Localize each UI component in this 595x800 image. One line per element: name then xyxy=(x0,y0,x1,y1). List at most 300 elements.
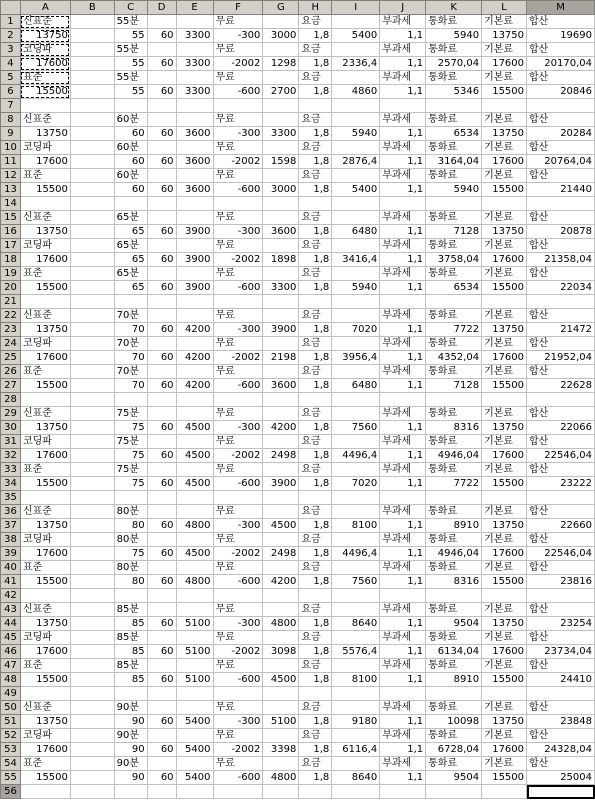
cell-g8[interactable] xyxy=(263,113,299,127)
cell-h7[interactable] xyxy=(299,99,332,113)
cell-g42[interactable] xyxy=(263,589,299,603)
row-header[interactable]: 53 xyxy=(1,743,21,757)
column-header-c[interactable]: C xyxy=(114,1,147,15)
cell-h17[interactable]: 요금 xyxy=(299,239,332,253)
cell-i38[interactable] xyxy=(332,533,380,547)
row-header[interactable]: 39 xyxy=(1,547,21,561)
cell-g14[interactable] xyxy=(263,197,299,211)
cell-e7[interactable] xyxy=(176,99,213,113)
cell-f19[interactable]: 무료 xyxy=(213,267,263,281)
cell-c24[interactable]: 70분 xyxy=(114,337,147,351)
cell-k7[interactable] xyxy=(426,99,482,113)
cell-m26[interactable]: 합산 xyxy=(527,365,595,379)
cell-k46[interactable]: 6134,04 xyxy=(426,645,482,659)
cell-l46[interactable]: 17600 xyxy=(482,645,527,659)
cell-e41[interactable]: 4800 xyxy=(176,575,213,589)
cell-j48[interactable]: 1,1 xyxy=(380,673,426,687)
cell-b54[interactable] xyxy=(70,757,114,771)
row-header[interactable]: 11 xyxy=(1,155,21,169)
cell-f33[interactable]: 무료 xyxy=(213,463,263,477)
cell-b9[interactable] xyxy=(70,127,114,141)
cell-k31[interactable]: 통화료 xyxy=(426,435,482,449)
cell-c55[interactable]: 90 xyxy=(114,771,147,785)
cell-g13[interactable]: 3000 xyxy=(263,183,299,197)
cell-a10[interactable]: 코딩파 xyxy=(20,141,70,155)
cell-j29[interactable]: 부과세 xyxy=(380,407,426,421)
cell-l55[interactable]: 15500 xyxy=(482,771,527,785)
cell-k2[interactable]: 5940 xyxy=(426,29,482,43)
cell-g52[interactable] xyxy=(263,729,299,743)
cell-a11[interactable]: 17600 xyxy=(20,155,70,169)
cell-c12[interactable]: 60분 xyxy=(114,169,147,183)
cell-i45[interactable] xyxy=(332,631,380,645)
cell-f16[interactable]: -300 xyxy=(213,225,263,239)
cell-i18[interactable]: 3416,4 xyxy=(332,253,380,267)
row-header[interactable]: 10 xyxy=(1,141,21,155)
cell-j52[interactable]: 부과세 xyxy=(380,729,426,743)
cell-i50[interactable] xyxy=(332,701,380,715)
cell-h8[interactable]: 요금 xyxy=(299,113,332,127)
cell-e10[interactable] xyxy=(176,141,213,155)
row-header[interactable]: 56 xyxy=(1,785,21,799)
cell-e3[interactable] xyxy=(176,43,213,57)
cell-j33[interactable]: 부과세 xyxy=(380,463,426,477)
cell-j5[interactable]: 부과세 xyxy=(380,71,426,85)
cell-h3[interactable]: 요금 xyxy=(299,43,332,57)
cell-f9[interactable]: -300 xyxy=(213,127,263,141)
cell-e53[interactable]: 5400 xyxy=(176,743,213,757)
cell-a22[interactable]: 신표준 xyxy=(20,309,70,323)
cell-a51[interactable]: 13750 xyxy=(20,715,70,729)
cell-j17[interactable]: 부과세 xyxy=(380,239,426,253)
row-header[interactable]: 42 xyxy=(1,589,21,603)
cell-k8[interactable]: 통화료 xyxy=(426,113,482,127)
row-header[interactable]: 54 xyxy=(1,757,21,771)
cell-l24[interactable]: 기본료 xyxy=(482,337,527,351)
cell-a42[interactable] xyxy=(20,589,70,603)
cell-a9[interactable]: 13750 xyxy=(20,127,70,141)
cell-h30[interactable]: 1,8 xyxy=(299,421,332,435)
cell-j12[interactable]: 부과세 xyxy=(380,169,426,183)
row-header[interactable]: 51 xyxy=(1,715,21,729)
cell-e54[interactable] xyxy=(176,757,213,771)
cell-f30[interactable]: -300 xyxy=(213,421,263,435)
cell-k16[interactable]: 7128 xyxy=(426,225,482,239)
cell-j54[interactable]: 부과세 xyxy=(380,757,426,771)
cell-i23[interactable]: 7020 xyxy=(332,323,380,337)
cell-l32[interactable]: 17600 xyxy=(482,449,527,463)
cell-l15[interactable]: 기본료 xyxy=(482,211,527,225)
cell-a39[interactable]: 17600 xyxy=(20,547,70,561)
cell-c39[interactable]: 75 xyxy=(114,547,147,561)
cell-d24[interactable] xyxy=(147,337,176,351)
cell-m49[interactable] xyxy=(527,687,595,701)
cell-l38[interactable]: 기본료 xyxy=(482,533,527,547)
cell-j14[interactable] xyxy=(380,197,426,211)
cell-e42[interactable] xyxy=(176,589,213,603)
row-header[interactable]: 19 xyxy=(1,267,21,281)
cell-g25[interactable]: 2198 xyxy=(263,351,299,365)
cell-g28[interactable] xyxy=(263,393,299,407)
cell-d47[interactable] xyxy=(147,659,176,673)
cell-e52[interactable] xyxy=(176,729,213,743)
cell-h42[interactable] xyxy=(299,589,332,603)
cell-m21[interactable] xyxy=(527,295,595,309)
cell-h2[interactable]: 1,8 xyxy=(299,29,332,43)
cell-e31[interactable] xyxy=(176,435,213,449)
cell-i7[interactable] xyxy=(332,99,380,113)
cell-d25[interactable]: 60 xyxy=(147,351,176,365)
cell-c15[interactable]: 65분 xyxy=(114,211,147,225)
cell-g2[interactable]: 3000 xyxy=(263,29,299,43)
cell-c4[interactable]: 55 xyxy=(114,57,147,71)
cell-k41[interactable]: 8316 xyxy=(426,575,482,589)
cell-g31[interactable] xyxy=(263,435,299,449)
cell-f34[interactable]: -600 xyxy=(213,477,263,491)
cell-c48[interactable]: 85 xyxy=(114,673,147,687)
cell-c32[interactable]: 75 xyxy=(114,449,147,463)
cell-f51[interactable]: -300 xyxy=(213,715,263,729)
cell-e5[interactable] xyxy=(176,71,213,85)
cell-g54[interactable] xyxy=(263,757,299,771)
cell-c22[interactable]: 70분 xyxy=(114,309,147,323)
row-header[interactable]: 48 xyxy=(1,673,21,687)
cell-k21[interactable] xyxy=(426,295,482,309)
cell-g23[interactable]: 3900 xyxy=(263,323,299,337)
row-header[interactable]: 6 xyxy=(1,85,21,99)
column-header-l[interactable]: L xyxy=(482,1,527,15)
cell-e28[interactable] xyxy=(176,393,213,407)
cell-h40[interactable]: 요금 xyxy=(299,561,332,575)
cell-d7[interactable] xyxy=(147,99,176,113)
cell-i31[interactable] xyxy=(332,435,380,449)
cell-i24[interactable] xyxy=(332,337,380,351)
cell-e17[interactable] xyxy=(176,239,213,253)
cell-k27[interactable]: 7128 xyxy=(426,379,482,393)
row-header[interactable]: 3 xyxy=(1,43,21,57)
cell-h19[interactable]: 요금 xyxy=(299,267,332,281)
cell-f10[interactable]: 무료 xyxy=(213,141,263,155)
cell-j41[interactable]: 1,1 xyxy=(380,575,426,589)
cell-l26[interactable]: 기본료 xyxy=(482,365,527,379)
cell-c56[interactable] xyxy=(114,785,147,799)
cell-e14[interactable] xyxy=(176,197,213,211)
cell-h38[interactable]: 요금 xyxy=(299,533,332,547)
cell-b45[interactable] xyxy=(70,631,114,645)
cell-m52[interactable]: 합산 xyxy=(527,729,595,743)
cell-d13[interactable]: 60 xyxy=(147,183,176,197)
cell-m38[interactable]: 합산 xyxy=(527,533,595,547)
cell-f21[interactable] xyxy=(213,295,263,309)
cell-d15[interactable] xyxy=(147,211,176,225)
cell-f55[interactable]: -600 xyxy=(213,771,263,785)
cell-k10[interactable]: 통화료 xyxy=(426,141,482,155)
cell-l37[interactable]: 13750 xyxy=(482,519,527,533)
cell-e27[interactable]: 4200 xyxy=(176,379,213,393)
cell-l42[interactable] xyxy=(482,589,527,603)
cell-d8[interactable] xyxy=(147,113,176,127)
cell-g53[interactable]: 3398 xyxy=(263,743,299,757)
cell-b46[interactable] xyxy=(70,645,114,659)
cell-m23[interactable]: 21472 xyxy=(527,323,595,337)
cell-f40[interactable]: 무료 xyxy=(213,561,263,575)
cell-f45[interactable]: 무료 xyxy=(213,631,263,645)
cell-k5[interactable]: 통화료 xyxy=(426,71,482,85)
cell-b52[interactable] xyxy=(70,729,114,743)
cell-d11[interactable]: 60 xyxy=(147,155,176,169)
row-header[interactable]: 40 xyxy=(1,561,21,575)
cell-c43[interactable]: 85분 xyxy=(114,603,147,617)
row-header[interactable]: 50 xyxy=(1,701,21,715)
cell-a46[interactable]: 17600 xyxy=(20,645,70,659)
row-header[interactable]: 33 xyxy=(1,463,21,477)
cell-l11[interactable]: 17600 xyxy=(482,155,527,169)
cell-j25[interactable]: 1,1 xyxy=(380,351,426,365)
cell-m29[interactable]: 합산 xyxy=(527,407,595,421)
cell-e22[interactable] xyxy=(176,309,213,323)
cell-d1[interactable] xyxy=(147,15,176,29)
row-header[interactable]: 36 xyxy=(1,505,21,519)
cell-h14[interactable] xyxy=(299,197,332,211)
cell-i16[interactable]: 6480 xyxy=(332,225,380,239)
cell-a7[interactable] xyxy=(20,99,70,113)
cell-k56[interactable] xyxy=(426,785,482,799)
cell-j10[interactable]: 부과세 xyxy=(380,141,426,155)
cell-c27[interactable]: 70 xyxy=(114,379,147,393)
cell-b39[interactable] xyxy=(70,547,114,561)
cell-k12[interactable]: 통화료 xyxy=(426,169,482,183)
cell-e32[interactable]: 4500 xyxy=(176,449,213,463)
cell-i44[interactable]: 8640 xyxy=(332,617,380,631)
cell-k39[interactable]: 4946,04 xyxy=(426,547,482,561)
cell-g15[interactable] xyxy=(263,211,299,225)
cell-k6[interactable]: 5346 xyxy=(426,85,482,99)
cell-a1[interactable]: 신표준 xyxy=(20,15,70,29)
cell-g41[interactable]: 4200 xyxy=(263,575,299,589)
cell-l54[interactable]: 기본료 xyxy=(482,757,527,771)
cell-k44[interactable]: 9504 xyxy=(426,617,482,631)
cell-m30[interactable]: 22066 xyxy=(527,421,595,435)
cell-l47[interactable]: 기본료 xyxy=(482,659,527,673)
cell-c52[interactable]: 90분 xyxy=(114,729,147,743)
cell-h34[interactable]: 1,8 xyxy=(299,477,332,491)
cell-d45[interactable] xyxy=(147,631,176,645)
cell-j34[interactable]: 1,1 xyxy=(380,477,426,491)
cell-f11[interactable]: -2002 xyxy=(213,155,263,169)
cell-k32[interactable]: 4946,04 xyxy=(426,449,482,463)
cell-l48[interactable]: 15500 xyxy=(482,673,527,687)
cell-j9[interactable]: 1,1 xyxy=(380,127,426,141)
cell-c3[interactable]: 55분 xyxy=(114,43,147,57)
cell-g56[interactable] xyxy=(263,785,299,799)
cell-c47[interactable]: 85분 xyxy=(114,659,147,673)
cell-b53[interactable] xyxy=(70,743,114,757)
cell-f42[interactable] xyxy=(213,589,263,603)
cell-l2[interactable]: 13750 xyxy=(482,29,527,43)
cell-i48[interactable]: 8100 xyxy=(332,673,380,687)
cell-h15[interactable]: 요금 xyxy=(299,211,332,225)
cell-b20[interactable] xyxy=(70,281,114,295)
cell-j24[interactable]: 부과세 xyxy=(380,337,426,351)
cell-k25[interactable]: 4352,04 xyxy=(426,351,482,365)
cell-a16[interactable]: 13750 xyxy=(20,225,70,239)
cell-e4[interactable]: 3300 xyxy=(176,57,213,71)
cell-l9[interactable]: 13750 xyxy=(482,127,527,141)
cell-m53[interactable]: 24328,04 xyxy=(527,743,595,757)
cell-i4[interactable]: 2336,4 xyxy=(332,57,380,71)
cell-c38[interactable]: 80분 xyxy=(114,533,147,547)
cell-g35[interactable] xyxy=(263,491,299,505)
cell-h46[interactable]: 1,8 xyxy=(299,645,332,659)
cell-b22[interactable] xyxy=(70,309,114,323)
cell-d52[interactable] xyxy=(147,729,176,743)
cell-g32[interactable]: 2498 xyxy=(263,449,299,463)
cell-l35[interactable] xyxy=(482,491,527,505)
row-header[interactable]: 15 xyxy=(1,211,21,225)
cell-a47[interactable]: 표준 xyxy=(20,659,70,673)
cell-e9[interactable]: 3600 xyxy=(176,127,213,141)
cell-m11[interactable]: 20764,04 xyxy=(527,155,595,169)
cell-i49[interactable] xyxy=(332,687,380,701)
cell-i29[interactable] xyxy=(332,407,380,421)
cell-a44[interactable]: 13750 xyxy=(20,617,70,631)
cell-e46[interactable]: 5100 xyxy=(176,645,213,659)
cell-i30[interactable]: 7560 xyxy=(332,421,380,435)
cell-a28[interactable] xyxy=(20,393,70,407)
cell-e2[interactable]: 3300 xyxy=(176,29,213,43)
cell-h24[interactable]: 요금 xyxy=(299,337,332,351)
column-header-i[interactable]: I xyxy=(332,1,380,15)
cell-d51[interactable]: 60 xyxy=(147,715,176,729)
cell-g37[interactable]: 4500 xyxy=(263,519,299,533)
cell-d48[interactable]: 60 xyxy=(147,673,176,687)
cell-f1[interactable]: 무료 xyxy=(213,15,263,29)
cell-e56[interactable] xyxy=(176,785,213,799)
cell-l10[interactable]: 기본료 xyxy=(482,141,527,155)
cell-b37[interactable] xyxy=(70,519,114,533)
cell-g24[interactable] xyxy=(263,337,299,351)
cell-g47[interactable] xyxy=(263,659,299,673)
cell-j30[interactable]: 1,1 xyxy=(380,421,426,435)
cell-d27[interactable]: 60 xyxy=(147,379,176,393)
cell-m44[interactable]: 23254 xyxy=(527,617,595,631)
cell-h41[interactable]: 1,8 xyxy=(299,575,332,589)
cell-j53[interactable]: 1,1 xyxy=(380,743,426,757)
cell-b41[interactable] xyxy=(70,575,114,589)
cell-c16[interactable]: 65 xyxy=(114,225,147,239)
cell-a12[interactable]: 표준 xyxy=(20,169,70,183)
cell-m39[interactable]: 22546,04 xyxy=(527,547,595,561)
row-header[interactable]: 25 xyxy=(1,351,21,365)
column-header-a[interactable]: A xyxy=(20,1,70,15)
row-header[interactable]: 29 xyxy=(1,407,21,421)
cell-a3[interactable]: 코딩파 xyxy=(20,43,70,57)
cell-i41[interactable]: 7560 xyxy=(332,575,380,589)
cell-c8[interactable]: 60분 xyxy=(114,113,147,127)
cell-b8[interactable] xyxy=(70,113,114,127)
cell-c2[interactable]: 55 xyxy=(114,29,147,43)
cell-c25[interactable]: 70 xyxy=(114,351,147,365)
cell-m40[interactable]: 합산 xyxy=(527,561,595,575)
cell-e50[interactable] xyxy=(176,701,213,715)
cell-m50[interactable]: 합산 xyxy=(527,701,595,715)
cell-j49[interactable] xyxy=(380,687,426,701)
cell-b26[interactable] xyxy=(70,365,114,379)
cell-d5[interactable] xyxy=(147,71,176,85)
cell-f39[interactable]: -2002 xyxy=(213,547,263,561)
cell-h22[interactable]: 요금 xyxy=(299,309,332,323)
cell-g34[interactable]: 3900 xyxy=(263,477,299,491)
cell-d56[interactable] xyxy=(147,785,176,799)
cell-m35[interactable] xyxy=(527,491,595,505)
cell-m34[interactable]: 23222 xyxy=(527,477,595,491)
cell-c11[interactable]: 60 xyxy=(114,155,147,169)
cell-i5[interactable] xyxy=(332,71,380,85)
cell-b31[interactable] xyxy=(70,435,114,449)
cell-b4[interactable] xyxy=(70,57,114,71)
cell-k14[interactable] xyxy=(426,197,482,211)
cell-d29[interactable] xyxy=(147,407,176,421)
cell-b47[interactable] xyxy=(70,659,114,673)
cell-h11[interactable]: 1,8 xyxy=(299,155,332,169)
cell-j20[interactable]: 1,1 xyxy=(380,281,426,295)
cell-h35[interactable] xyxy=(299,491,332,505)
cell-l22[interactable]: 기본료 xyxy=(482,309,527,323)
cell-g26[interactable] xyxy=(263,365,299,379)
cell-f7[interactable] xyxy=(213,99,263,113)
cell-b29[interactable] xyxy=(70,407,114,421)
cell-e8[interactable] xyxy=(176,113,213,127)
cell-k17[interactable]: 통화료 xyxy=(426,239,482,253)
cell-e39[interactable]: 4500 xyxy=(176,547,213,561)
cell-d55[interactable]: 60 xyxy=(147,771,176,785)
cell-a14[interactable] xyxy=(20,197,70,211)
cell-m33[interactable]: 합산 xyxy=(527,463,595,477)
cell-f26[interactable]: 무료 xyxy=(213,365,263,379)
cell-e25[interactable]: 4200 xyxy=(176,351,213,365)
cell-b6[interactable] xyxy=(70,85,114,99)
cell-i12[interactable] xyxy=(332,169,380,183)
cell-m48[interactable]: 24410 xyxy=(527,673,595,687)
cell-a29[interactable]: 신표준 xyxy=(20,407,70,421)
cell-g6[interactable]: 2700 xyxy=(263,85,299,99)
cell-b40[interactable] xyxy=(70,561,114,575)
cell-a53[interactable]: 17600 xyxy=(20,743,70,757)
cell-l44[interactable]: 13750 xyxy=(482,617,527,631)
cell-k30[interactable]: 8316 xyxy=(426,421,482,435)
cell-a54[interactable]: 표준 xyxy=(20,757,70,771)
cell-f8[interactable]: 무료 xyxy=(213,113,263,127)
cell-e51[interactable]: 5400 xyxy=(176,715,213,729)
cell-i51[interactable]: 9180 xyxy=(332,715,380,729)
cell-d6[interactable]: 60 xyxy=(147,85,176,99)
cell-k42[interactable] xyxy=(426,589,482,603)
cell-j22[interactable]: 부과세 xyxy=(380,309,426,323)
cell-c37[interactable]: 80 xyxy=(114,519,147,533)
cell-b23[interactable] xyxy=(70,323,114,337)
column-header-h[interactable]: H xyxy=(299,1,332,15)
cell-d54[interactable] xyxy=(147,757,176,771)
cell-f49[interactable] xyxy=(213,687,263,701)
cell-k23[interactable]: 7722 xyxy=(426,323,482,337)
cell-c1[interactable]: 55분 xyxy=(114,15,147,29)
cell-j3[interactable]: 부과세 xyxy=(380,43,426,57)
cell-b17[interactable] xyxy=(70,239,114,253)
cell-j36[interactable]: 부과세 xyxy=(380,505,426,519)
cell-k3[interactable]: 통화료 xyxy=(426,43,482,57)
cell-c7[interactable] xyxy=(114,99,147,113)
cell-h10[interactable]: 요금 xyxy=(299,141,332,155)
